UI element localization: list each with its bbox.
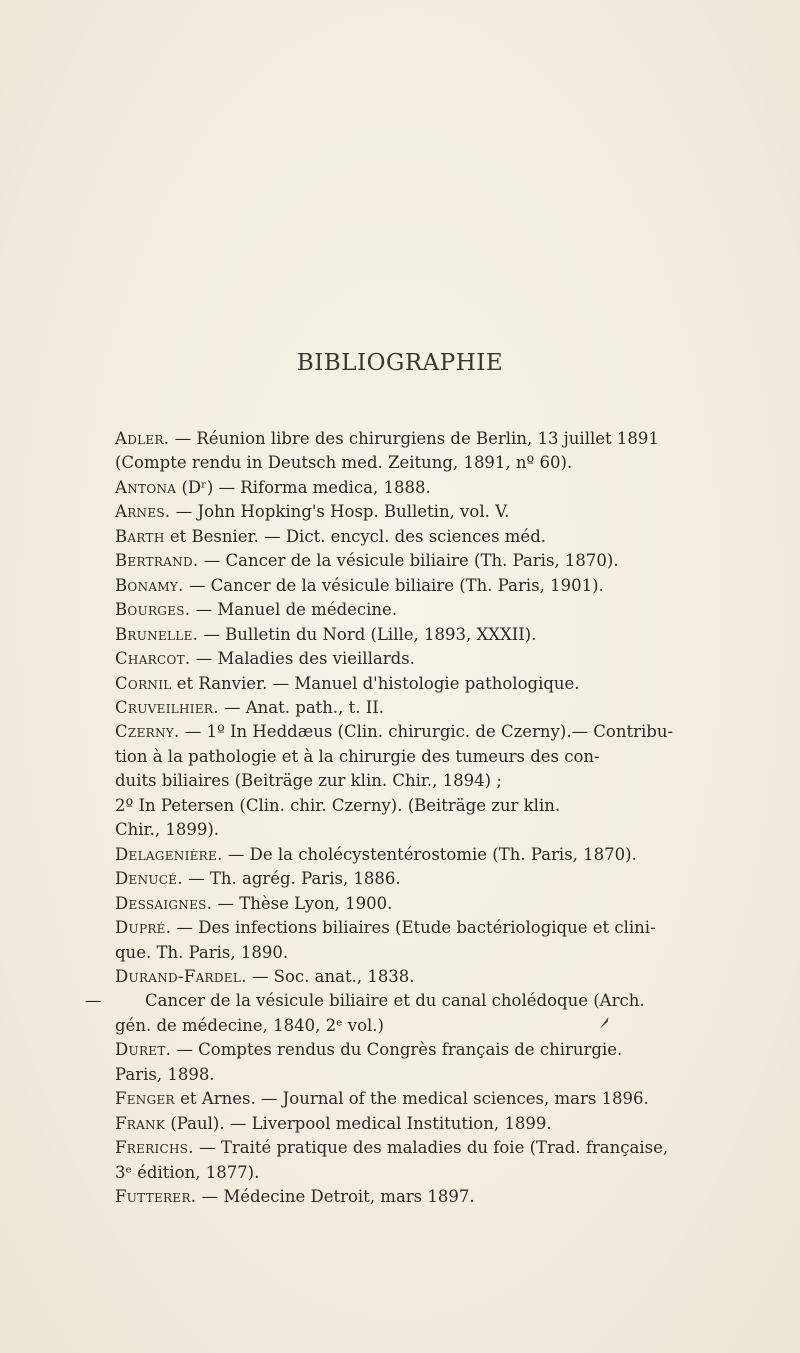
- entry-author: Bertrand.: [115, 551, 199, 571]
- list-item: [115, 672, 785, 696]
- list-item: [115, 647, 785, 671]
- entry-text: — Médecine Detroit, mars 1897.: [201, 1187, 475, 1207]
- entry-text: — Cancer de la vésicule biliaire (Th. Paris, 1870).: [203, 551, 619, 571]
- list-item: [115, 476, 785, 500]
- list-item: [115, 598, 785, 622]
- entry-text: 3ᵉ édition, 1877).: [115, 1162, 260, 1182]
- entry-author: Czerny.: [115, 722, 180, 742]
- list-item: [85, 989, 785, 1038]
- list-item: [115, 720, 785, 842]
- entry-author: Barth: [115, 526, 165, 546]
- entry-author: Antona: [115, 477, 177, 497]
- entry-text: Paris, 1898.: [115, 1064, 215, 1084]
- entry-author: Durand-Fardel.: [115, 966, 247, 986]
- entry-text: — John Hopking's Hosp. Bulletin, vol. V.: [175, 502, 510, 522]
- entry-text: — Des infections biliaires (Etude bactériologique et clini-: [176, 918, 656, 938]
- list-item: [115, 696, 785, 720]
- list-item: [115, 1087, 785, 1111]
- list-item: [115, 1038, 785, 1087]
- page-title: BIBLIOGRAPHIE: [296, 350, 504, 376]
- entry-author: Futterer.: [115, 1187, 197, 1207]
- list-item: [115, 427, 785, 476]
- entry-text: 2º In Petersen (Clin. chir. Czerny). (Beiträge zur klin.: [115, 795, 561, 815]
- entry-text: — Manuel de médecine.: [195, 600, 398, 620]
- entry-text: et Arnes. — Journal of the medical sciences, mars 1896.: [180, 1089, 649, 1109]
- list-item: [115, 843, 785, 867]
- entry-text: et Besnier. — Dict. encycl. des sciences méd.: [169, 526, 547, 546]
- entry-author: Dupré.: [115, 918, 172, 938]
- entry-author: Bourges.: [115, 600, 191, 620]
- entry-author: Charcot.: [115, 649, 191, 669]
- entry-author: Denucé.: [115, 869, 183, 889]
- entry-text: que. Th. Paris, 1890.: [115, 942, 289, 962]
- entry-author: Bonamy.: [115, 575, 184, 595]
- entry-text: — Maladies des vieillards.: [195, 649, 415, 669]
- entry-text: — Réunion libre des chirurgiens de Berlin, 13 juillet 1891: [174, 429, 659, 448]
- entry-author: Cruveilhier.: [115, 697, 219, 717]
- list-item: [115, 574, 785, 598]
- entry-text: Chir., 1899).: [115, 820, 220, 840]
- list-item: [115, 892, 785, 916]
- entry-text: — Bulletin du Nord (Lille, 1893, XXXII).: [203, 624, 537, 644]
- ditto-dash: —: [85, 991, 102, 1011]
- entry-text: — Traité pratique des maladies du foie (Trad. française,: [199, 1138, 669, 1158]
- list-item: [115, 1136, 785, 1185]
- list-item: [115, 965, 785, 989]
- entry-text: — Comptes rendus du Congrès français de chirurgie.: [176, 1040, 623, 1060]
- list-item: [115, 1185, 785, 1209]
- entry-text: — Soc. anat., 1838.: [251, 966, 415, 986]
- entry-author: Brunelle.: [115, 624, 199, 644]
- entry-text: gén. de médecine, 1840, 2ᵉ vol.): [115, 1015, 384, 1035]
- entry-author: Duret.: [115, 1040, 172, 1060]
- entry-author: Dessaignes.: [115, 893, 213, 913]
- entry-text: — Th. agrég. Paris, 1886.: [188, 869, 401, 889]
- entry-author: Frank: [115, 1113, 166, 1133]
- entry-text: — Cancer de la vésicule biliaire (Th. Paris, 1901).: [188, 575, 604, 595]
- entry-text: (Compte rendu in Deutsch med. Zeitung, 1891, nº 60).: [115, 453, 573, 473]
- entry-author: Fenger: [115, 1089, 175, 1109]
- list-item: [115, 1112, 785, 1136]
- list-item: [115, 623, 785, 647]
- entry-author: Adler.: [115, 429, 170, 448]
- entry-text: duits biliaires (Beiträge zur klin. Chir., 1894) ;: [115, 771, 502, 791]
- entry-author: Frerichs.: [115, 1138, 194, 1158]
- entry-author: Delagenière.: [115, 844, 223, 864]
- list-item: [115, 525, 785, 549]
- entry-text: tion à la pathologie et à la chirurgie des tumeurs des con-: [115, 746, 600, 766]
- list-item: [115, 500, 785, 524]
- entry-text: (Dʳ) — Riforma medica, 1888.: [181, 477, 431, 497]
- entry-text: et Ranvier. — Manuel d'histologie pathologique.: [176, 673, 580, 693]
- entry-author: Cornil: [115, 673, 172, 693]
- entry-text: Cancer de la vésicule biliaire et du canal cholédoque (Arch.: [145, 991, 645, 1011]
- list-item: [115, 867, 785, 891]
- entry-author: Arnes.: [115, 502, 171, 522]
- entry-text: — Anat. path., t. II.: [224, 697, 385, 717]
- list-item: [115, 916, 785, 965]
- bibliography-list: [85, 427, 785, 1210]
- list-item: [115, 549, 785, 573]
- entry-text: (Paul). — Liverpool medical Institution, 1899.: [170, 1113, 552, 1133]
- entry-text: — Thèse Lyon, 1900.: [217, 893, 393, 913]
- entry-text: — 1º In Heddæus (Clin. chirurgic. de Czerny).— Contribu-: [184, 722, 674, 742]
- entry-text: — De la cholécystentérostomie (Th. Paris, 1870).: [227, 844, 637, 864]
